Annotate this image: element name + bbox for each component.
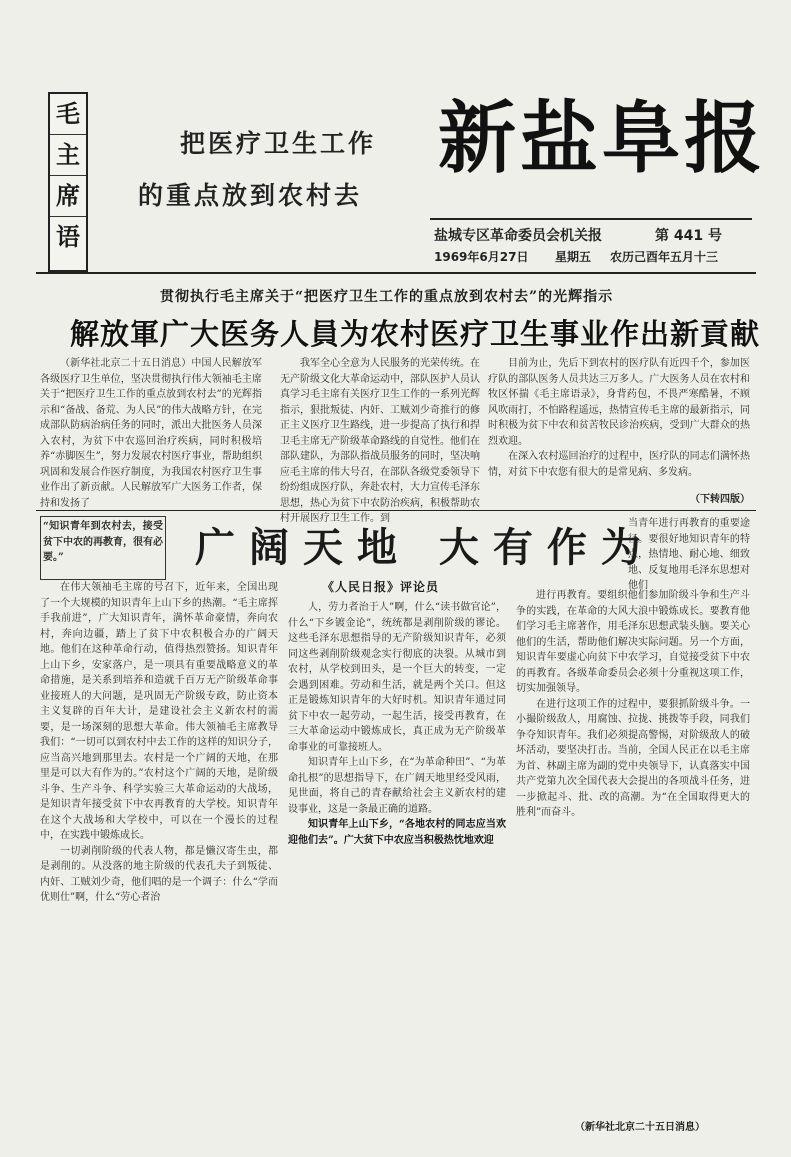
quote-box-char: 主 [50, 135, 86, 176]
lead-column-2: 我军全心全意为人民服务的光荣传统。在无产阶级文化大革命运动中，部队医护人员认真学习毛主席有关医疗卫生工作的一系列光辉指示，狠批叛徒、内奸、工贼刘少奇推行的修正主义医疗卫生路线，进一步提高了执行和捍卫毛主席无产阶级革命路线的自觉性。他们在部队建队，为部队指战员服务的同时，坚决响应毛主席的伟大号召，在部队各级党委领导下纷纷组成医疗队，奔赴农村，大力宣传毛泽东思想，热心为贫下中农防治疾病，积极帮助农村开展医疗卫生工作。到 [280, 358, 480, 524]
editorial-column-1: 在伟大领袖毛主席的号召下，近年来，全国出现了一个大规模的知识青年上山下乡的热潮。“毛主席挥手我前进”，广大知识青年，满怀革命豪情，奔向农村，奔向边疆，踏上了贫下中农积极合办的广阔天地。他们在这种革命行动，值得热烈赞扬。知识青年上山下乡，安家落户，是一项具有重要战略意义的革命措施，是关系到培养和造就千百万无产阶级革命事业接班人的大问题，是巩固无产阶级专政，防止资本主义复辟的百年大计，是建设社会主义新农村的需要，是一场深刻的思想大革命。伟大领袖毛主席教导我们：“一切可以到农村中去工作的这样的知识分子，应当高兴地到那里去。农村是一个广阔的天地，在那里是可以大有作为的。”农村这个广阔的天地，是阶级斗争、生产斗争、科学实验三大革命运动的大战场，是知识青年接受贫下中农再教育的大学校。知识青年在这个大战场和大学校中，可以在一个漫长的过程中，在实践中锻炼成长。 一切剥削阶级的代表人物，都是懒汉寄生虫，都是剥削的。从没落的地主阶级的代表孔夫子到叛徒、内奸、工贼刘少奇，他们唱的是一个调子：什么“学而优则仕”啊，什么“劳心者治 [40, 582, 278, 903]
editorial-right-box: 当青年进行再教育的重要途径。要很好地知识青年的特点，热情地、耐心地、细致地、反复地用毛泽东思想对他们 [628, 518, 750, 591]
quote-line-1: 把医疗卫生工作 [180, 129, 377, 158]
date: 1969年6月27日 [434, 250, 529, 264]
quote-line-2: 的重点放到农村去 [138, 181, 363, 210]
lead-headline: 解放軍广大医务人員为农村医疗卫生事业作出新貢献 [70, 317, 761, 351]
publisher-name: 盐城专区革命委员会机关报 [434, 228, 602, 244]
lead-column-3: 目前为止，先后下到农村的医疗队有近四千个，参加医疗队的部队医务人员共达三万多人。广大医务人员在农村和牧区怀揣《毛主席语录》，身背药包，不畏严寒酷暑，不顾风吹雨打，不怕路程遥远，热情宣传毛主席的最新指示，同时积极为贫下中农和贫苦牧民诊治疾病，受到广大群众的热烈欢迎。 在深入农村巡回治疗的过程中，医疗队的同志们满怀热情，对贫下中农您有很大的是常见病、多发病。 [488, 358, 750, 478]
header-rule [36, 272, 756, 274]
editorial-headline: 广阔天地 大有作为 [195, 524, 655, 571]
issue-number: 第 441 号 [655, 228, 722, 244]
lead-kicker: 贯彻执行毛主席关于“把医疗卫生工作的重点放到农村去”的光辉指示 [160, 289, 614, 305]
continued-note: （下转四版） [690, 494, 750, 505]
editorial-column-3: 进行再教育。要组织他们参加阶级斗争和生产斗争的实践，在革命的大风大浪中锻炼成长。要教育他们学习毛主席著作，用毛泽东思想武装头脑。要关心他们的生活，帮助他们解决实际问题。另一个方面，知识青年要虚心向贫下中农学习，自觉接受贫下中农的再教育。各级革命委员会必须十分重视这项工作，切实加强领导。 在进行这项工作的过程中，要狠抓阶级斗争。一小撮阶级敌人，用腐蚀、拉拢、挑拨等手段，同我们争夺知识青年。我们必须提高警惕，对阶级敌人的破坏活动，要坚决打击。当前，全国人民正在以毛主席为首、林副主席为副的党中央领导下，认真落实中国共产党第九次全国代表大会提出的各项战斗任务，进一步掀起斗、批、改的高潮。为“在全国取得更大的胜利”而奋斗。 [516, 590, 750, 818]
lead-column-1: （新华社北京二十五日消息）中国人民解放军各级医疗卫生单位，坚决贯彻执行伟大领袖毛主席关于“把医疗卫生工作的重点放到农村去”的光辉指示和“备战、备荒、为人民”的伟大战略方针，在完成部队防病治病任务的同时，派出大批医务人员深入农村，为贫下中农巡回治疗疾病，同时积极培养“赤脚医生”，努力发展农村医疗事业，帮助组织巩固和发展合作医疗制度，为我国农村医疗卫生事业作出了新贡献。人民解放军广大医务工作者，保持和发扬了 [40, 358, 262, 509]
editorial-quote-box: “知识青年到农村去，接受贫下中农的再教育，很有必要。” [40, 516, 166, 580]
editorial-byline: 《人民日报》评论员 [322, 580, 440, 594]
masthead-title: 新盐阜报 [438, 94, 767, 184]
lunar-date: 农历己酉年五月十三 [610, 250, 719, 264]
masthead-rule [430, 218, 752, 220]
editorial-source: （新华社北京二十五日消息） [575, 1122, 705, 1133]
weekday: 星期五 [555, 250, 592, 264]
quote-box-char: 席 [50, 176, 86, 217]
editorial-column-2: 人，劳力者治于人”啊，什么“读书做官论”，什么“下乡镀金论”，统统都是剥削阶级的谬论。这些毛泽东思想指导的无产阶级知识青年，必须同这些剥削阶级观念实行彻底的决裂。从城市到农村，从学校到田头，是一个巨大的转变，一定会遇到困难。劳动和生活，就是两个关口。但这正是锻炼知识青年的大好时机。知识青年通过同贫下中农一起劳动，一起生活，接受再教育，在三大革命运动中锻炼成长，真正成为无产阶级革命事业的可靠接班人。 知识青年上山下乡，在“为革命种田”、“为革命扎根”的思想指导下，在广阔天地里经受风雨，见世面，将自己的青春献给社会主义新农村的建设事业，这是一条最正确的道路。 知识青年上山下乡，“各地农村的同志应当欢迎他们去”。广大贫下中农应当积极热忱地欢迎 [288, 602, 506, 846]
quote-box-char: 语 [56, 223, 80, 251]
quote-box-char: 毛 [50, 94, 86, 135]
quotation-box [48, 92, 88, 272]
section-rule [36, 510, 756, 511]
